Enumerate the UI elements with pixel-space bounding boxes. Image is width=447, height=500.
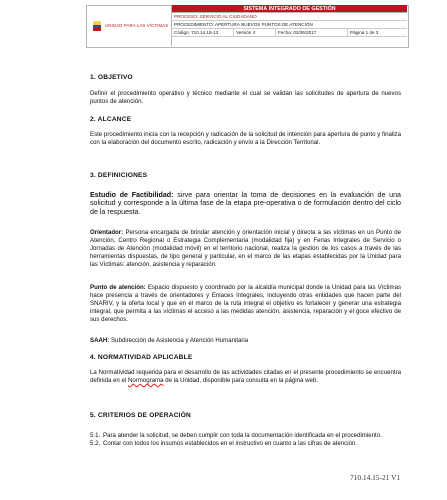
- definition-term: Punto de atención:: [90, 284, 146, 291]
- section-definiciones-heading: 3. DEFINICIONES: [90, 172, 148, 179]
- normatividad-text-start: La Normatividad requerida para el desarrollo de las actividades citadas en el presente procedimiento se encuentra definida en el: [90, 369, 401, 384]
- document-header: [172, 5, 407, 37]
- section-criterios-heading: 5. CRITERIOS DE OPERACIÓN: [90, 412, 191, 419]
- definition-estudio-factibilidad: [90, 191, 401, 216]
- section-objetivo-heading: 1. OBJETIVO: [90, 74, 133, 81]
- section-normatividad-text: [90, 369, 401, 385]
- definition-text: sirve para orientar la toma de decisiones en la evaluación de una solicitud y corresponde a la última fase de la etapa pre-operativa o de formulación dentro del ciclo de la respuesta.: [90, 191, 401, 216]
- document-version: Versión 4: [234, 29, 276, 36]
- definition-text: Persona encargada de brindar atención y orientación inicial y directa a las víctimas en un Punto de Atención, Centro Regional o Estrategia Complementaria (modalidad fija) y en Ferias Integrales de Servicio o Jornadas de Atención (modalidad móvil) en el territorio nacional, realiza la gestión de los casos a través de las herramientas dispuestas, de tipo general y particular, en el marco de las etapas establecidas por la Unidad para las Víctimas: atención, asistencia y reparación.: [90, 229, 401, 268]
- definition-text: Espacio dispuesto y coordinado por la alcaldía municipal donde la Unidad para las Víctimas hace presencia a través de orientadores y Enlaces Integrales, incluyendo otras entidades que hacen parte del SNARIV, y la oferta local y que en el marco de la ruta integral el objetivo es fortalecer y generar una estrategia integral, que permita a las víctimas el acceso a las medidas atención, asistencia, reparación y el goce efectivo de sus derechos.: [90, 284, 402, 323]
- footer-document-code: 710.14.15-21 V1: [350, 473, 401, 482]
- criterios-list: [90, 432, 401, 447]
- definition-term: Estudio de Factibilidad:: [90, 191, 174, 199]
- definition-saah: [90, 337, 401, 345]
- list-item: [90, 432, 401, 440]
- document-date: Fecha: 02/06/2017: [276, 29, 348, 36]
- system-title: SISTEMA INTEGRADO DE GESTIÓN: [172, 5, 407, 13]
- logo-text: UNIDAD PARA LAS VÍCTIMAS: [105, 23, 169, 28]
- definition-term: Orientador:: [90, 229, 124, 236]
- section-objetivo-text: Definir el procedimiento operativo y técnico mediante el cual se validan las solicitudes de apertura de nuevos puntos de atención.: [90, 90, 401, 105]
- page-number: Página 1 de 3: [350, 30, 379, 35]
- normograma-link[interactable]: Normograma: [127, 376, 164, 384]
- procedure-label: PROCEDIMIENTO: APERTURA NUEVOS PUNTOS DE ATENCIÓN: [172, 21, 407, 29]
- definition-punto-atencion: [90, 284, 401, 324]
- process-label: PROCESO: SERVICIO AL CIUDADANO: [172, 13, 407, 21]
- definition-orientador: [90, 229, 401, 269]
- list-item: [90, 440, 401, 448]
- section-alcance-text: Este procedimiento inicia con la recepción y radicación de la solicitud de intención para apertura de punto y finaliza con la elaboración del documento escrito, radicación y envío a la Dirección Territorial.: [90, 131, 401, 146]
- definition-text: Subdirección de Asistencia y Atención Humanitaria: [109, 337, 249, 344]
- document-code: Código: 710.14.15-13: [172, 29, 234, 36]
- normatividad-text-end: de la Unidad, disponible para consulta en la página web.: [163, 376, 318, 384]
- definition-term: SAAH:: [90, 337, 110, 344]
- section-alcance-heading: 2. ALCANCE: [90, 116, 132, 123]
- document-meta-row: [172, 29, 407, 37]
- section-normatividad-heading: 4. NORMATIVIDAD APLICABLE: [90, 354, 193, 361]
- list-item-text: Para atender la solicitud, se deben cumplir con toda la documentación identificada en el procedimiento.: [103, 432, 382, 439]
- list-item-text: Contar con todos los insumos establecidos en el instructivo en cuanto a las cifras de atención.: [103, 439, 358, 447]
- list-item-number: 5.1.: [90, 432, 101, 439]
- list-item-number: 5.2.: [90, 439, 101, 447]
